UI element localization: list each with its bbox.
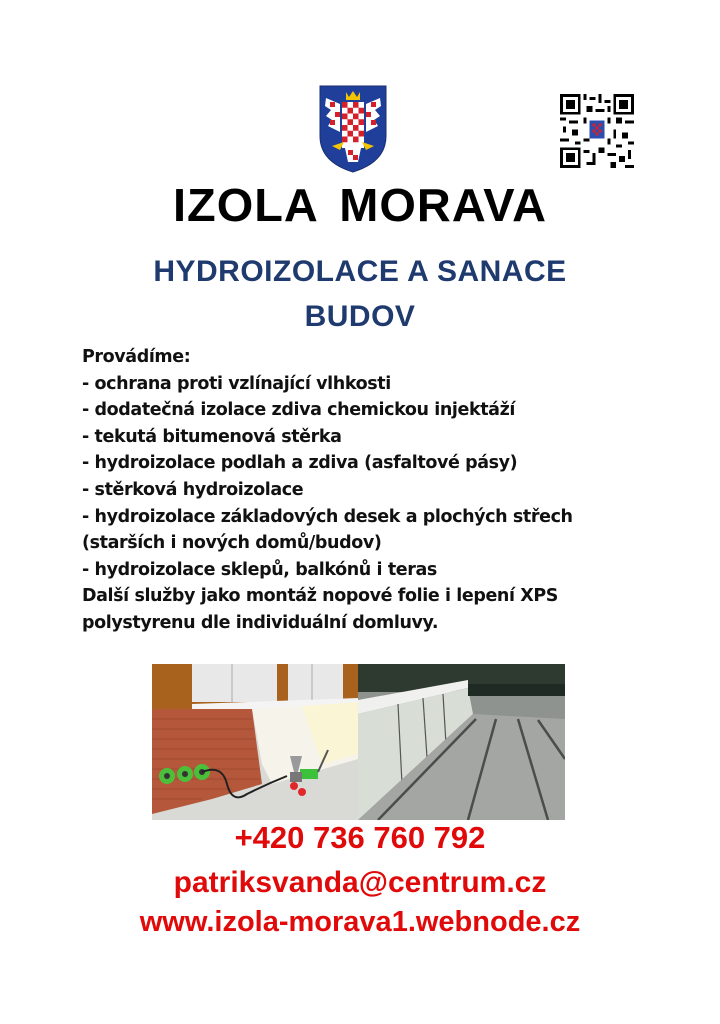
email-link[interactable]: patriksvanda@centrum.cz <box>173 866 547 899</box>
service-item: - ochrana proti vzlínající vlhkosti <box>82 373 391 394</box>
service-item: (starších i nových domů/budov) <box>82 533 382 554</box>
service-item: - hydroizolace základových desek a plochých střech <box>82 506 573 527</box>
service-item: - hydroizolace sklepů, balkónů i teras <box>82 559 437 580</box>
services-heading: Provádíme: <box>82 347 191 367</box>
service-item: - tekutá bitumenová stěrka <box>82 426 342 447</box>
website-link[interactable]: www.izola-morava1.webnode.cz <box>139 906 581 938</box>
qr-code[interactable] <box>560 94 634 168</box>
service-item: - stěrková hydroizolace <box>82 479 304 500</box>
additional-services-line2: polystyrenu dle individuální domluvy. <box>82 612 439 633</box>
additional-services-line1: Další služby jako montáž nopové folie i lepení XPS <box>82 586 559 607</box>
service-item: - dodatečná izolace zdiva chemickou injektáží <box>82 400 515 421</box>
phone-number[interactable]: +420 736 760 792 <box>234 820 486 855</box>
chemical-injection-image <box>152 664 358 820</box>
coat-of-arms-icon <box>318 84 388 174</box>
photo-strip <box>152 664 565 820</box>
service-item: - hydroizolace podlah a zdiva (asfaltové pásy) <box>82 453 518 474</box>
flat-roof-image <box>358 664 565 820</box>
subtitle-line2: BUDOV <box>304 300 416 333</box>
subtitle-line1: HYDROIZOLACE A SANACE <box>153 255 567 288</box>
company-name: IZOLA MORAVA <box>172 179 547 231</box>
services-list <box>82 344 662 637</box>
